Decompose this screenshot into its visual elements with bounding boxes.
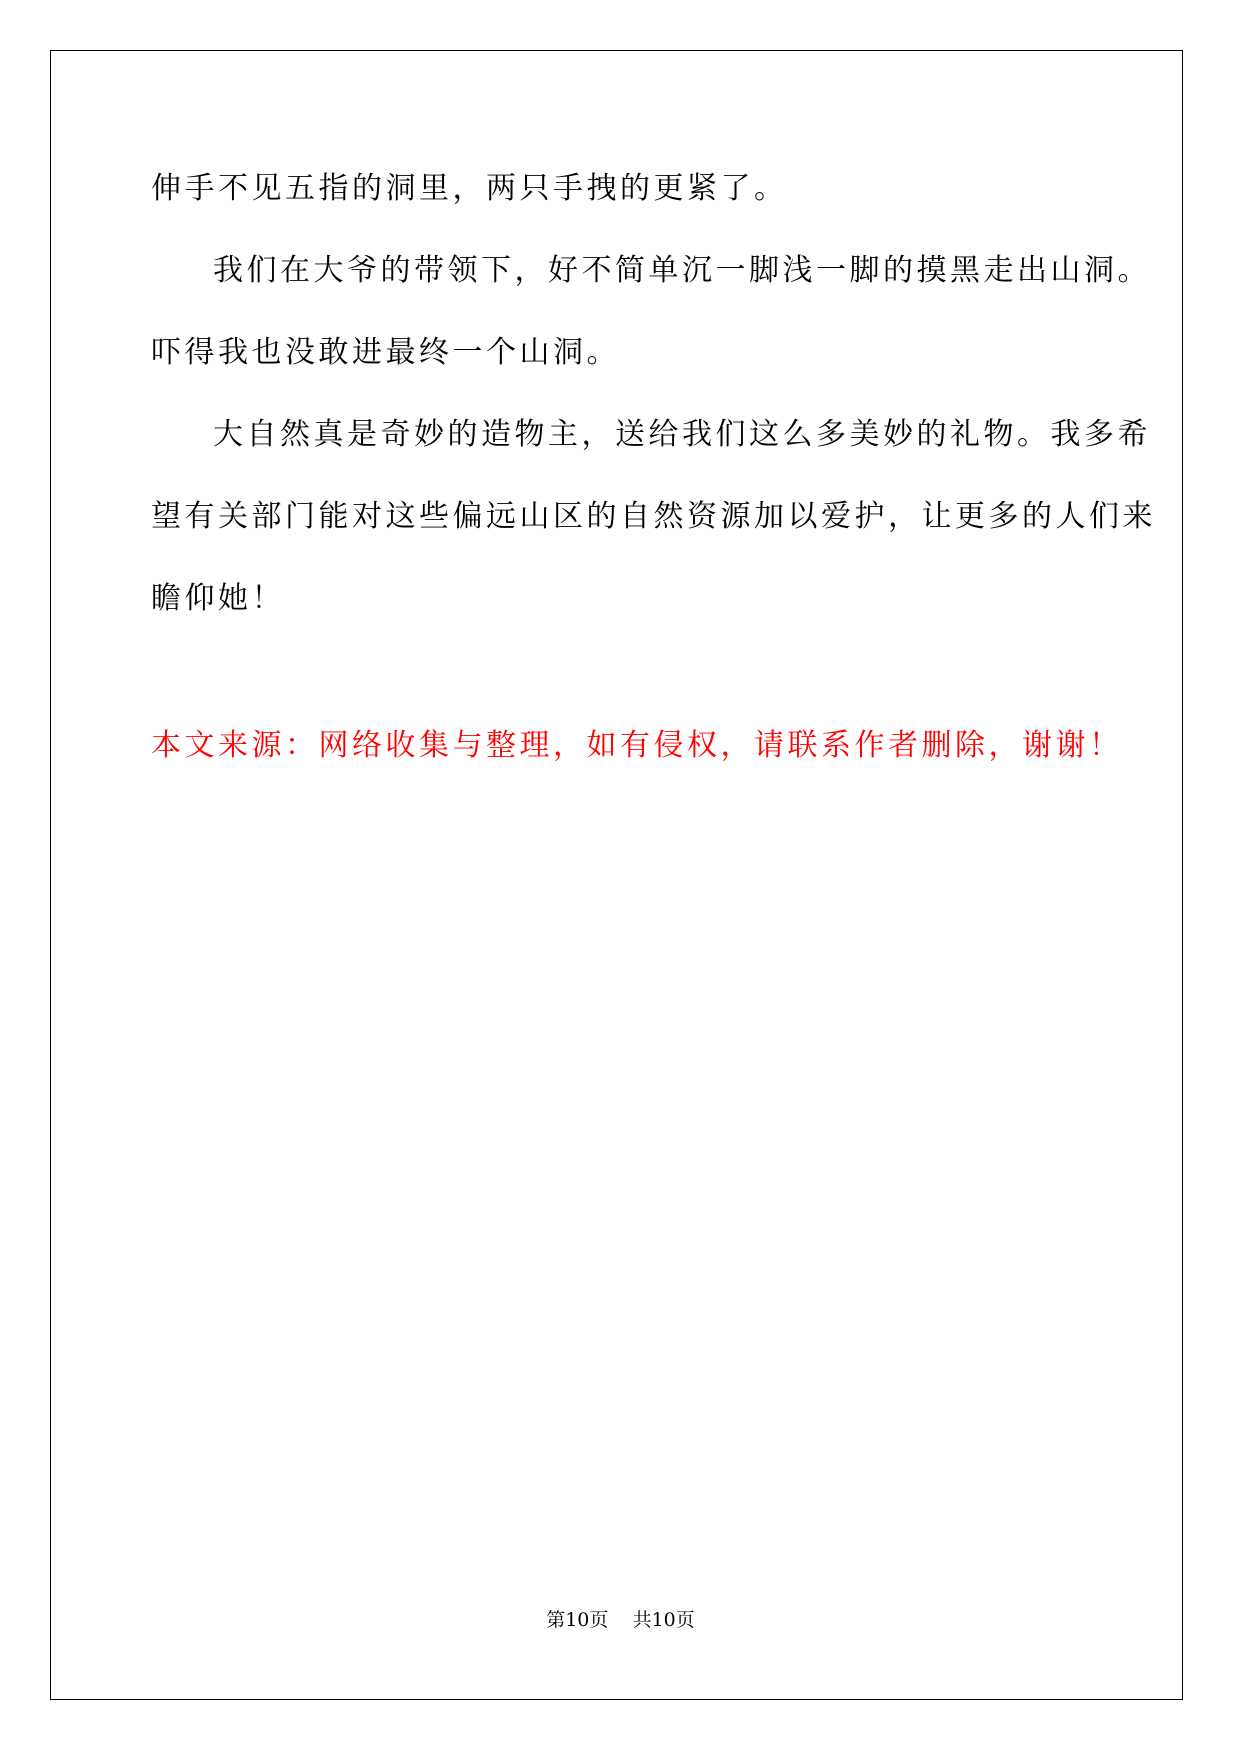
- page-border: [50, 50, 1183, 1700]
- body-line-4: 大自然真是奇妙的造物主，送给我们这么多美妙的礼物。我多希: [213, 417, 1151, 452]
- body-line-6: 瞻仰她！: [151, 581, 285, 616]
- body-line-3: 吓得我也没敢进最终一个山洞。: [151, 335, 620, 370]
- body-line-1: 伸手不见五指的洞里，两只手拽的更紧了。: [151, 171, 788, 206]
- body-line-5: 望有关部门能对这些偏远山区的自然资源加以爱护，让更多的人们来: [151, 499, 1156, 534]
- page-footer: [0, 1611, 1241, 1630]
- source-notice: 本文来源：网络收集与整理，如有侵权，请联系作者删除，谢谢！: [151, 728, 1123, 763]
- page-number-current: 第10页: [546, 1609, 609, 1631]
- page-number-total: 共10页: [632, 1609, 695, 1631]
- body-line-2: 我们在大爷的带领下，好不简单沉一脚浅一脚的摸黑走出山洞。: [213, 253, 1151, 288]
